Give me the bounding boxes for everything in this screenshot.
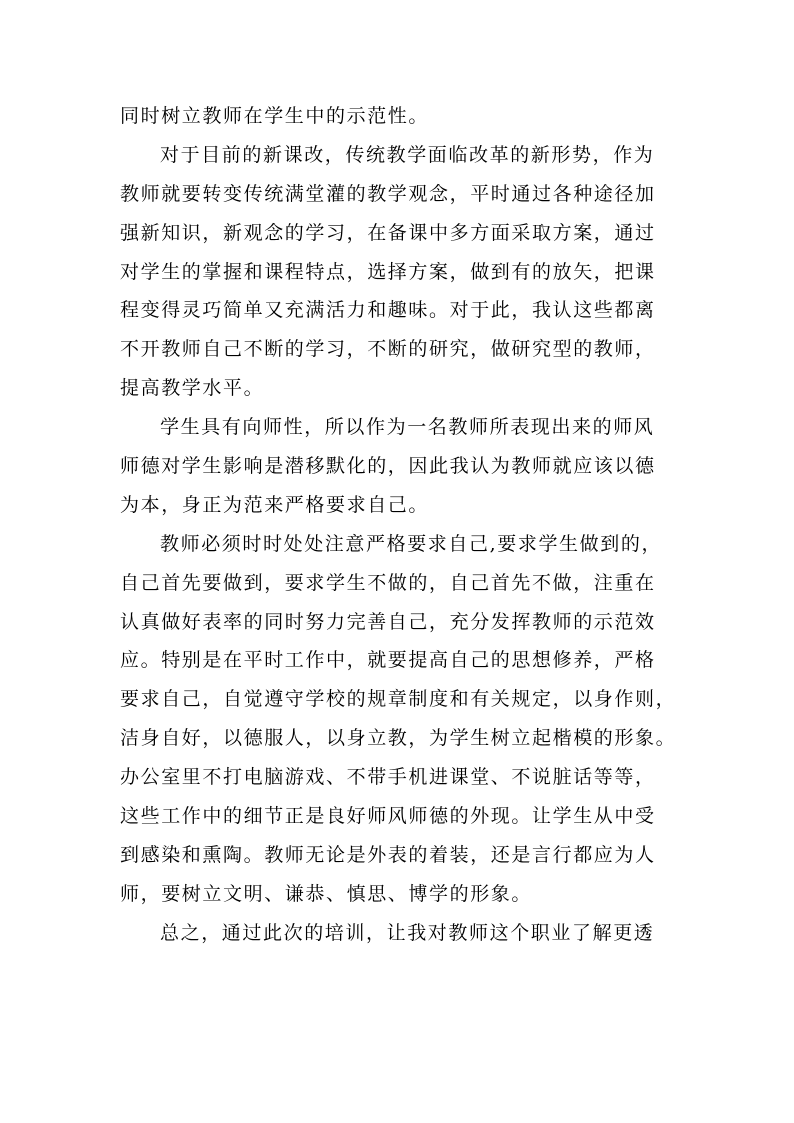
text-line: 学生具有向师性，所以作为一名教师所表现出来的师风 <box>160 416 655 439</box>
text-line: 同时树立教师在学生中的示范性。 <box>120 105 430 127</box>
text-line: 不开教师自己不断的学习，不断的研究，做研究型的教师， <box>120 338 656 361</box>
text-line: 对于目前的新课改，传统教学面临改革的新形势，作为 <box>160 143 655 166</box>
text-line: 认真做好表率的同时努力完善自己，充分发挥教师的示范效 <box>120 610 656 633</box>
text-line: 自己首先要做到，要求学生不做的，自己首先不做，注重在 <box>120 571 656 594</box>
text-line: 教师就要转变传统满堂灌的教学观念，平时通过各种途径加 <box>120 182 656 205</box>
text-line: 强新知识，新观念的学习，在备课中多方面采取方案，通过 <box>120 221 656 244</box>
text-line: 提高教学水平。 <box>120 377 265 400</box>
text-line: 对学生的掌握和课程特点，选择方案，做到有的放矢，把课 <box>120 260 656 283</box>
text-line: 总之，通过此次的培训，让我对教师这个职业了解更透 <box>160 921 655 944</box>
text-line: 洁身自好，以德服人，以身立教，为学生树立起楷模的形象。 <box>120 727 677 750</box>
body-text <box>120 97 680 953</box>
text-line: 办公室里不打电脑游戏、不带手机进课堂、不说脏话等等， <box>120 766 656 789</box>
text-line: 这些工作中的细节正是良好师风师德的外现。让学生从中受 <box>120 805 656 828</box>
text-line: 到感染和熏陶。教师无论是外表的着装，还是言行都应为人 <box>120 843 656 866</box>
text-line: 师，要树立文明、谦恭、慎思、博学的形象。 <box>120 882 533 905</box>
text-line: 应。特别是在平时工作中，就要提高自己的思想修养，严格 <box>120 649 656 672</box>
text-line: 师德对学生影响是潜移默化的，因此我认为教师就应该以德 <box>120 455 656 478</box>
text-line: 为本，身正为范来严格要求自己。 <box>120 493 430 516</box>
text-line: 要求自己，自觉遵守学校的规章制度和有关规定，以身作则， <box>120 688 677 711</box>
text-line: 程变得灵巧简单又充满活力和趣味。对于此，我认这些都离 <box>120 299 656 322</box>
text-line: 教师必须时时处处注意严格要求自己,要求学生做到的， <box>160 532 663 555</box>
